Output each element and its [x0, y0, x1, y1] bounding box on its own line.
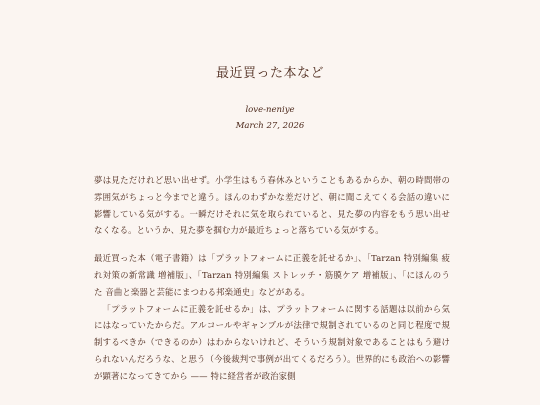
- post-header: [0, 64, 540, 132]
- body-paragraph: 「プラットフォームに正義を託せるか」は、プラットフォームに関する話題は以前から気にはなっていたからだ。アルコールやギャンブルが法律で規制されているのと同じ程度で規制するべきか（できるのか）はわからないけれど、そういう規制対象であることはもう避けられないんだろうな、と思う（今後裁判で事例が出てくるだろう）。世界的にも政治への影響が顕著になってきてから —— 特に経営者が政治家側: [94, 303, 450, 381]
- body-paragraph: 最近買った本（電子書籍）は「プラットフォームに正義を託せるか」、「Tarzan 特別編集 疲れ対策の新常識 増補版」、「Tarzan 特別編集 ストレッチ・筋膜ケア 増補版」、「にほんのうた 音曲と楽器と芸能にまつわる邦楽通史」などがある。: [94, 253, 450, 297]
- post-title: 最近買った本など: [215, 66, 324, 81]
- post-author[interactable]: love-neniye: [245, 105, 295, 115]
- post-body: [94, 172, 450, 396]
- post-date: March 27, 2026: [235, 121, 305, 131]
- body-paragraph: 夢は見ただけれど思い出せず。小学生はもう春休みということもあるからか、朝の時間帯の雰囲気がちょっと今までと違う。ほんのわずかな差だけど、朝に聞こえてくる会話の違いに影響している気がする。一瞬だけそれに気を取られていると、見た夢の内容をもう思い出せなくなる。というか、見た夢を掴む力が最近ちょっと落ちている気がする。: [94, 175, 450, 236]
